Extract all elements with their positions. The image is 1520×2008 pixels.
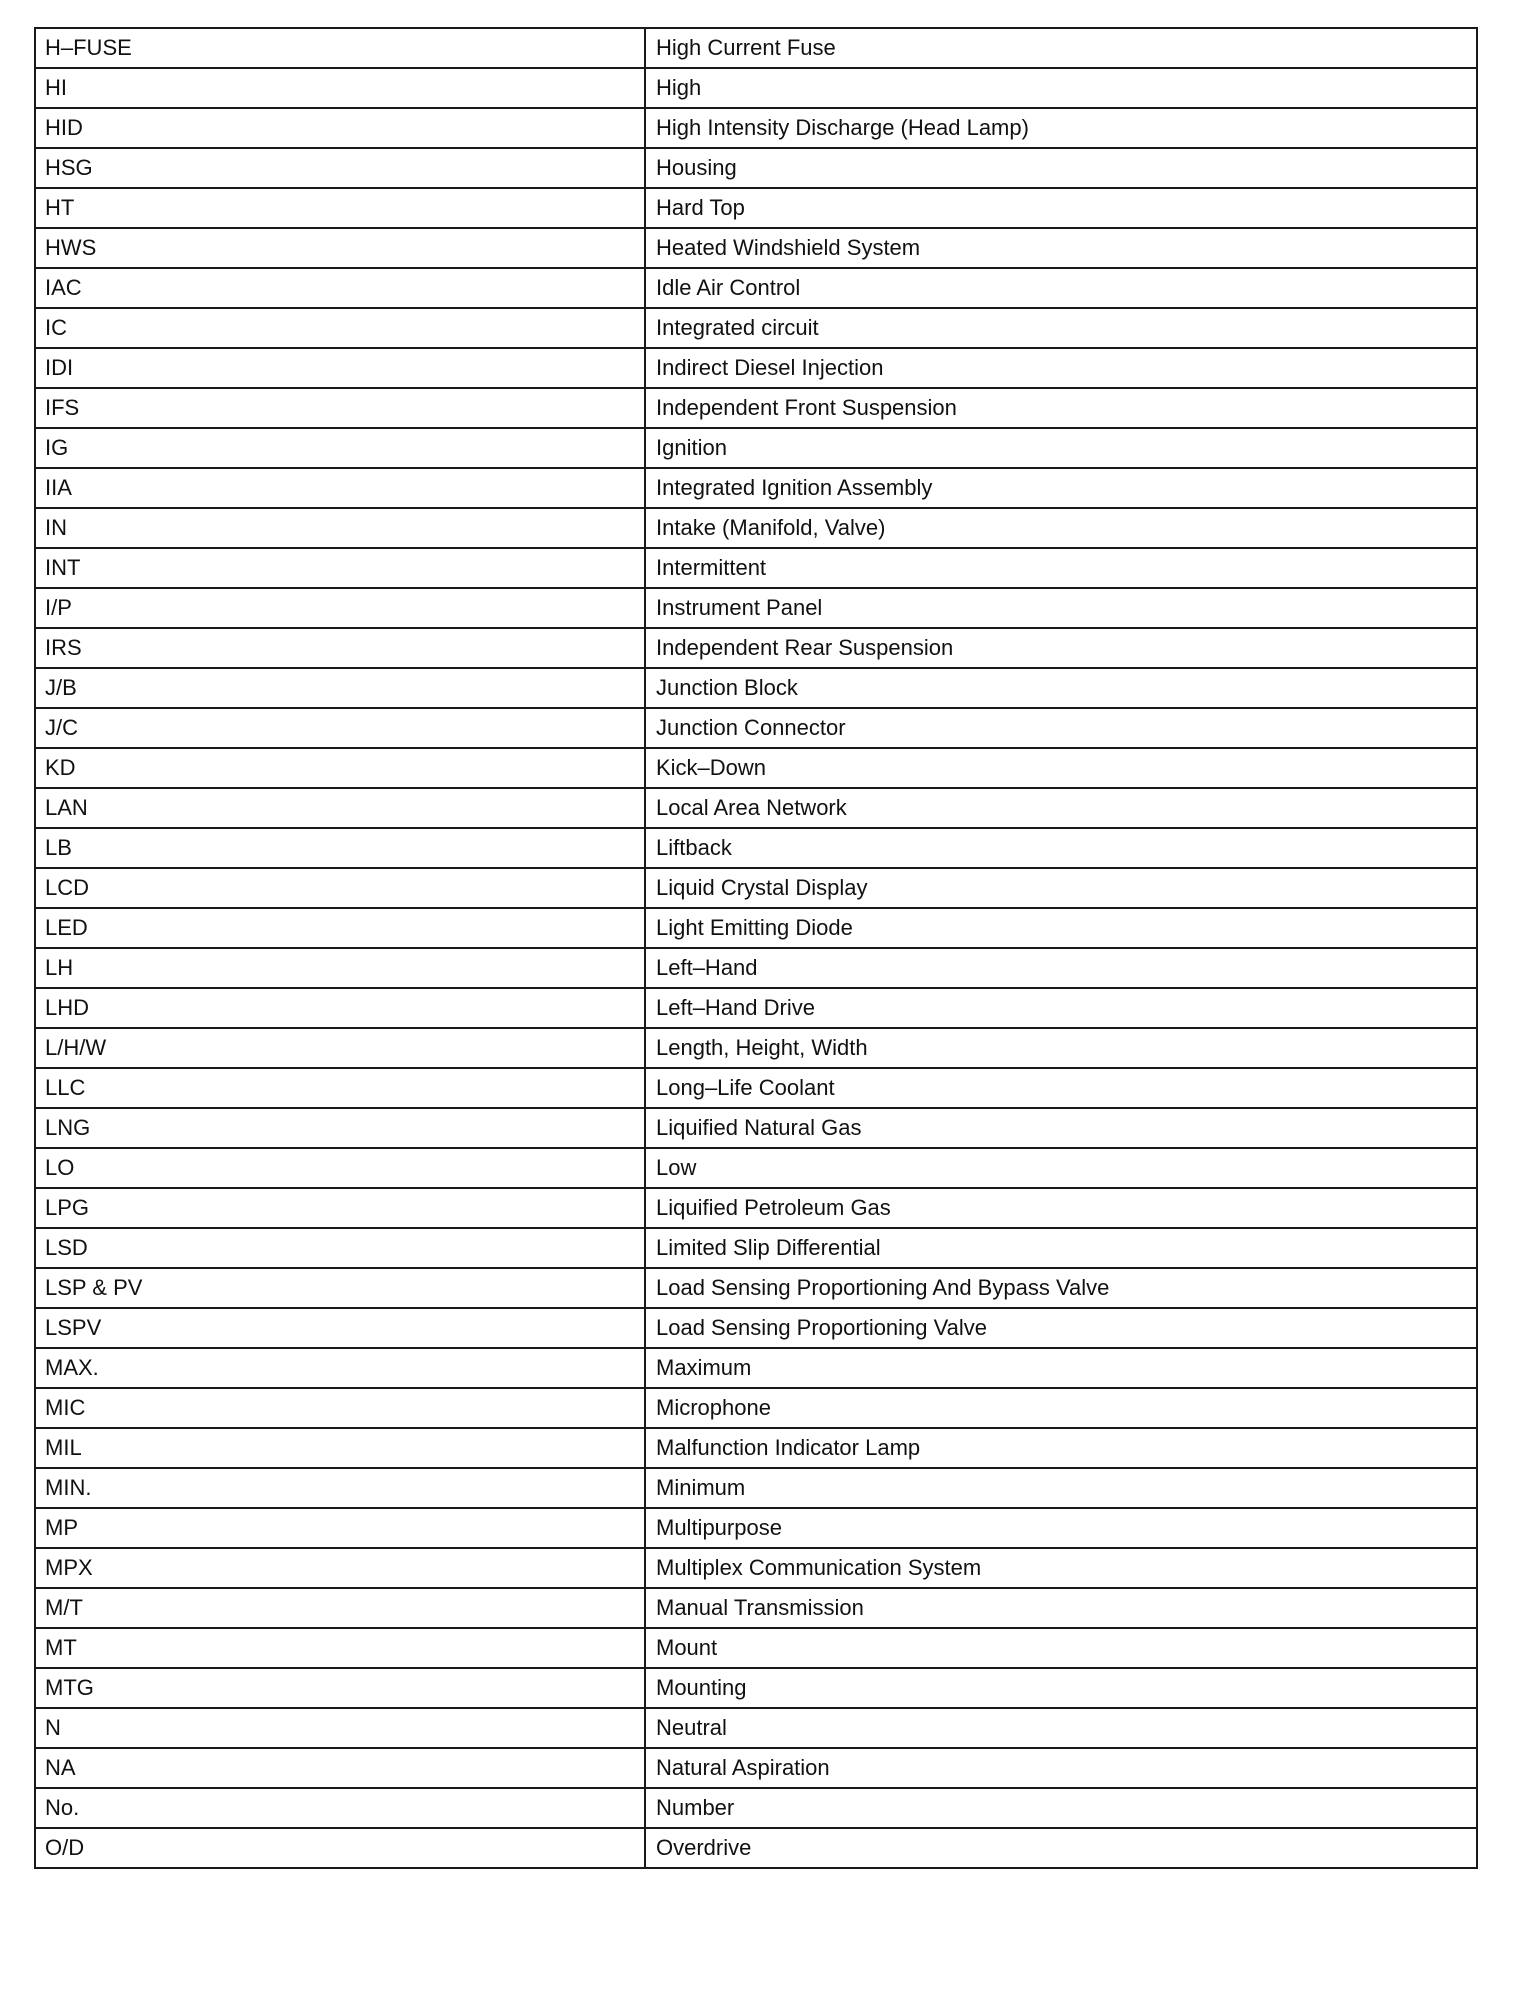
meaning-cell: Idle Air Control [645,268,1477,308]
abbreviation-cell: IG [35,428,645,468]
abbreviation-cell: INT [35,548,645,588]
table-row [35,948,1477,988]
table-row [35,268,1477,308]
meaning-cell: Heated Windshield System [645,228,1477,268]
abbreviation-cell: N [35,1708,645,1748]
abbreviation-cell: LO [35,1148,645,1188]
abbreviation-cell: IN [35,508,645,548]
meaning-cell: Hard Top [645,188,1477,228]
abbreviation-cell: HSG [35,148,645,188]
meaning-cell: Local Area Network [645,788,1477,828]
abbreviation-cell: LCD [35,868,645,908]
meaning-cell: Indirect Diesel Injection [645,348,1477,388]
abbreviation-cell: LSPV [35,1308,645,1348]
abbreviation-cell: LED [35,908,645,948]
meaning-cell: Junction Connector [645,708,1477,748]
abbreviation-cell: IFS [35,388,645,428]
table-row [35,28,1477,68]
abbreviation-cell: MIN. [35,1468,645,1508]
abbreviation-cell: MT [35,1628,645,1668]
meaning-cell: Ignition [645,428,1477,468]
table-row [35,1028,1477,1068]
table-row [35,788,1477,828]
abbreviation-cell: LNG [35,1108,645,1148]
meaning-cell: Manual Transmission [645,1588,1477,1628]
table-row [35,1068,1477,1108]
table-row [35,988,1477,1028]
table-row [35,108,1477,148]
table-row [35,1348,1477,1388]
meaning-cell: Natural Aspiration [645,1748,1477,1788]
meaning-cell: Multiplex Communication System [645,1548,1477,1588]
table-row [35,1188,1477,1228]
abbreviation-cell: HI [35,68,645,108]
table-row [35,1668,1477,1708]
abbreviation-cell: O/D [35,1828,645,1868]
meaning-cell: Liquid Crystal Display [645,868,1477,908]
table-row [35,228,1477,268]
abbreviation-cell: LHD [35,988,645,1028]
meaning-cell: Integrated Ignition Assembly [645,468,1477,508]
abbreviation-cell: LSP & PV [35,1268,645,1308]
abbreviation-cell: J/B [35,668,645,708]
meaning-cell: Neutral [645,1708,1477,1748]
table-row [35,908,1477,948]
meaning-cell: Kick–Down [645,748,1477,788]
meaning-cell: Left–Hand [645,948,1477,988]
table-row [35,388,1477,428]
table-row [35,508,1477,548]
meaning-cell: Long–Life Coolant [645,1068,1477,1108]
meaning-cell: Intake (Manifold, Valve) [645,508,1477,548]
table-row [35,1548,1477,1588]
table-row [35,1748,1477,1788]
abbreviation-cell: L/H/W [35,1028,645,1068]
table-row [35,1468,1477,1508]
meaning-cell: High Intensity Discharge (Head Lamp) [645,108,1477,148]
abbreviation-cell: MIL [35,1428,645,1468]
abbreviation-cell: IC [35,308,645,348]
table-row [35,308,1477,348]
meaning-cell: Integrated circuit [645,308,1477,348]
meaning-cell: Multipurpose [645,1508,1477,1548]
table-row [35,668,1477,708]
abbreviation-cell: IRS [35,628,645,668]
abbreviation-cell: MPX [35,1548,645,1588]
table-row [35,1788,1477,1828]
abbreviation-cell: LH [35,948,645,988]
abbreviation-cell: LB [35,828,645,868]
abbreviation-cell: HID [35,108,645,148]
abbreviation-cell: MAX. [35,1348,645,1388]
meaning-cell: High Current Fuse [645,28,1477,68]
table-row [35,1628,1477,1668]
table-row [35,68,1477,108]
table-row [35,348,1477,388]
abbreviation-cell: H–FUSE [35,28,645,68]
meaning-cell: Malfunction Indicator Lamp [645,1428,1477,1468]
abbreviation-cell: HT [35,188,645,228]
table-row [35,548,1477,588]
abbreviation-cell: NA [35,1748,645,1788]
meaning-cell: Mount [645,1628,1477,1668]
abbreviation-cell: No. [35,1788,645,1828]
meaning-cell: Number [645,1788,1477,1828]
table-row [35,468,1477,508]
meaning-cell: Minimum [645,1468,1477,1508]
meaning-cell: Light Emitting Diode [645,908,1477,948]
meaning-cell: Liftback [645,828,1477,868]
table-row [35,588,1477,628]
meaning-cell: Intermittent [645,548,1477,588]
meaning-cell: Housing [645,148,1477,188]
table-row [35,1148,1477,1188]
meaning-cell: Independent Rear Suspension [645,628,1477,668]
meaning-cell: Overdrive [645,1828,1477,1868]
meaning-cell: Mounting [645,1668,1477,1708]
abbreviation-cell: M/T [35,1588,645,1628]
meaning-cell: Load Sensing Proportioning Valve [645,1308,1477,1348]
abbreviation-table-body [35,28,1477,1868]
meaning-cell: Low [645,1148,1477,1188]
abbreviation-cell: I/P [35,588,645,628]
abbreviation-cell: IAC [35,268,645,308]
table-row [35,1588,1477,1628]
table-row [35,708,1477,748]
meaning-cell: Liquified Petroleum Gas [645,1188,1477,1228]
table-row [35,428,1477,468]
table-row [35,1228,1477,1268]
table-row [35,1708,1477,1748]
abbreviation-cell: LLC [35,1068,645,1108]
abbreviation-cell: KD [35,748,645,788]
abbreviation-cell: HWS [35,228,645,268]
table-row [35,868,1477,908]
table-row [35,628,1477,668]
abbreviation-table [34,27,1478,1869]
meaning-cell: Microphone [645,1388,1477,1428]
table-row [35,1268,1477,1308]
abbreviation-cell: MIC [35,1388,645,1428]
table-row [35,1828,1477,1868]
table-row [35,748,1477,788]
meaning-cell: Limited Slip Differential [645,1228,1477,1268]
meaning-cell: Liquified Natural Gas [645,1108,1477,1148]
meaning-cell: Left–Hand Drive [645,988,1477,1028]
meaning-cell: Maximum [645,1348,1477,1388]
table-row [35,1428,1477,1468]
meaning-cell: Length, Height, Width [645,1028,1477,1068]
table-row [35,1108,1477,1148]
meaning-cell: Junction Block [645,668,1477,708]
table-row [35,188,1477,228]
abbreviation-cell: MTG [35,1668,645,1708]
abbreviation-cell: J/C [35,708,645,748]
abbreviation-cell: LAN [35,788,645,828]
abbreviation-cell: LSD [35,1228,645,1268]
table-row [35,148,1477,188]
table-row [35,1508,1477,1548]
abbreviation-cell: MP [35,1508,645,1548]
meaning-cell: Load Sensing Proportioning And Bypass Valve [645,1268,1477,1308]
abbreviation-cell: IIA [35,468,645,508]
meaning-cell: Instrument Panel [645,588,1477,628]
abbreviation-cell: LPG [35,1188,645,1228]
table-row [35,1388,1477,1428]
table-row [35,1308,1477,1348]
meaning-cell: Independent Front Suspension [645,388,1477,428]
meaning-cell: High [645,68,1477,108]
table-row [35,828,1477,868]
abbreviation-cell: IDI [35,348,645,388]
